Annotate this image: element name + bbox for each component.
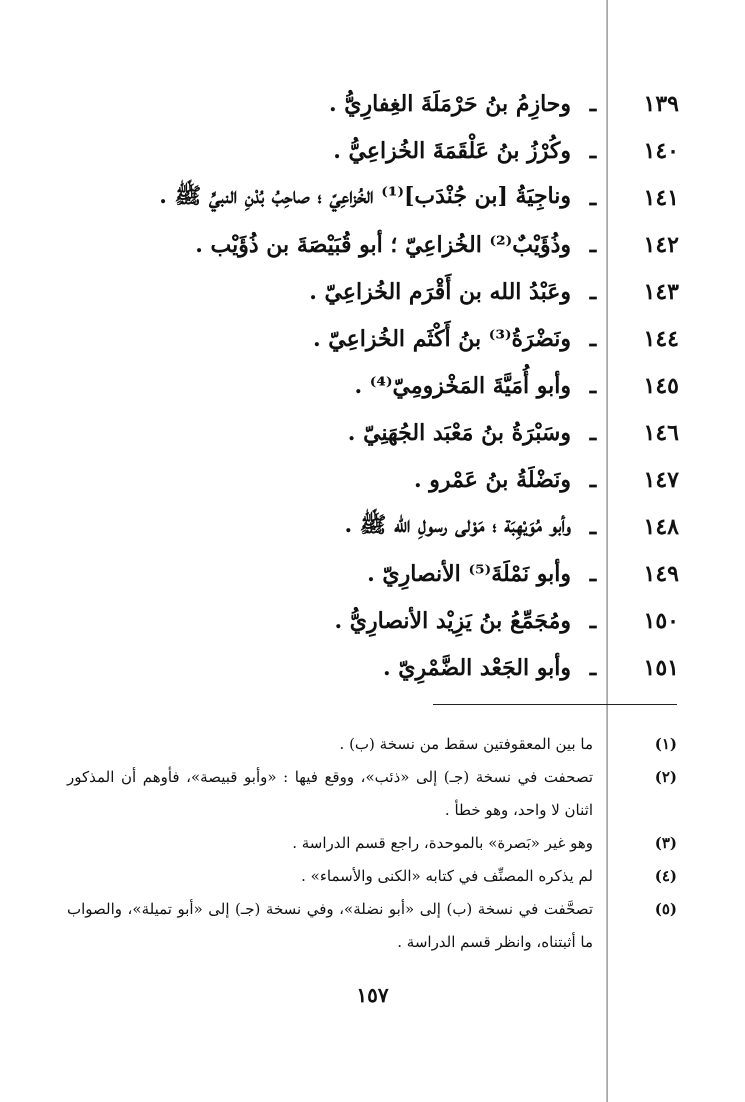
entry-number: ١٤٧ [643,466,679,493]
list-item [79,456,679,503]
footnote-number: (٣) [654,834,677,852]
footnote-item [67,893,677,959]
footnote-text: تصحفت في نسخة (جـ) إلى «ذئب»، ووقع فيها : «وأبو قبيصة»، فأوهم أن المذكور اثنان لا واحد، وهو خطأ . [67,768,593,819]
footnote-number: (١) [654,735,677,753]
entry-dash: ـ [589,560,597,587]
entry-text: وعَبْدُ الله بن أَقْرَم الخُزاعِيّ . [309,278,571,305]
footnote-item [67,860,677,893]
list-item [79,550,679,597]
entry-text: ونَضْلَةُ بنُ عَمْرو . [413,466,571,493]
footnote-text: لم يذكره المصنِّف في كتابه «الكنى والأسماء» . [301,867,593,885]
page-number: ١٥٧ [356,983,389,1007]
entry-number: ١٤٨ [643,513,679,540]
entry-number: ١٤٩ [643,560,679,587]
list-item [79,644,679,691]
list-item [79,80,679,127]
entry-dash: ـ [589,466,597,493]
entry-number: ١٤٤ [643,325,679,352]
entry-dash: ـ [589,513,597,540]
list-item [79,362,679,409]
entry-text: وسَبْرَةُ بنُ مَعْبَد الجُهَنِيّ . [347,419,571,446]
entry-dash: ـ [589,372,597,399]
narrator-list [79,80,679,691]
entry-text: وناجِيَةُ [بن جُنْدَب]⁽¹⁾ الخُزاعِيّ ؛ صاحِبُ بُدْنِ النبيِّ ﷺ . [159,182,571,209]
entry-text: وكُرْزُ بنُ عَلْقَمَةَ الخُزاعِيُّ . [333,137,571,164]
footnotes [67,728,677,959]
list-item [79,597,679,644]
entry-text: وأبو نَمْلَةَ⁽⁵⁾ الأنصارِيّ . [367,560,571,587]
entry-dash: ـ [589,654,597,681]
footnote-item [67,761,677,827]
entry-number: ١٥٠ [643,607,679,634]
entry-number: ١٤٢ [643,231,679,258]
entry-text: وحازِمُ بنُ حَرْمَلَةَ الغِفارِيُّ . [328,90,571,117]
entry-text: وأبو الجَعْد الضَّمْرِيّ . [382,654,571,681]
entry-dash: ـ [589,90,597,117]
entry-text: ونَضْرَةُ⁽³⁾ بنُ أَكْثَم الخُزاعِيّ . [312,325,571,352]
entry-dash: ـ [589,231,597,258]
footnote-item [67,728,677,761]
footnote-text: تصحَّفت في نسخة (ب) إلى «أبو نضلة»، وفي نسخة (جـ) إلى «أبو تميلة»، والصواب ما أثبتناه، وانظر قسم الدراسة . [67,900,593,951]
entry-number: ١٤٠ [643,137,679,164]
footnote-item [67,827,677,860]
entry-text: وأبو أُمَيَّةَ المَخْزومِيّ⁽⁴⁾ . [354,372,571,399]
list-item [79,315,679,362]
list-item [79,127,679,174]
footnote-number: (٢) [654,768,677,786]
entry-text: وذُؤَيْبٌ⁽²⁾ الخُزاعِيّ ؛ أبو قُبَيْصَةَ بن ذُؤَيْب . [195,231,571,258]
entry-dash: ـ [589,607,597,634]
entry-number: ١٤٦ [643,419,679,446]
entry-dash: ـ [589,325,597,352]
entry-text: ومُجَمِّعُ بنُ يَزِيْد الأنصارِيُّ . [334,607,571,634]
entry-number: ١٤٥ [643,372,679,399]
footnote-number: (٤) [654,867,677,885]
footnote-number: (٥) [654,900,677,918]
entry-number: ١٥١ [643,654,679,681]
entry-text: وأبو مُوَيْهِبَة ؛ مَوْلى رسولِ الله ﷺ . [344,511,571,538]
entry-number: ١٣٩ [643,90,679,117]
footnote-text: وهو غير «بَصرة» بالموحدة، راجع قسم الدراسة . [292,834,593,852]
entry-dash: ـ [589,137,597,164]
entry-number: ١٤٣ [643,278,679,305]
list-item [79,503,679,550]
entry-dash: ـ [589,419,597,446]
list-item [79,174,679,221]
footnote-text: ما بين المعقوفتين سقط من نسخة (ب) . [339,735,593,753]
footnote-separator [433,704,677,705]
list-item [79,268,679,315]
entry-dash: ـ [589,184,597,211]
entry-dash: ـ [589,278,597,305]
list-item [79,221,679,268]
entry-number: ١٤١ [643,184,679,211]
list-item [79,409,679,456]
